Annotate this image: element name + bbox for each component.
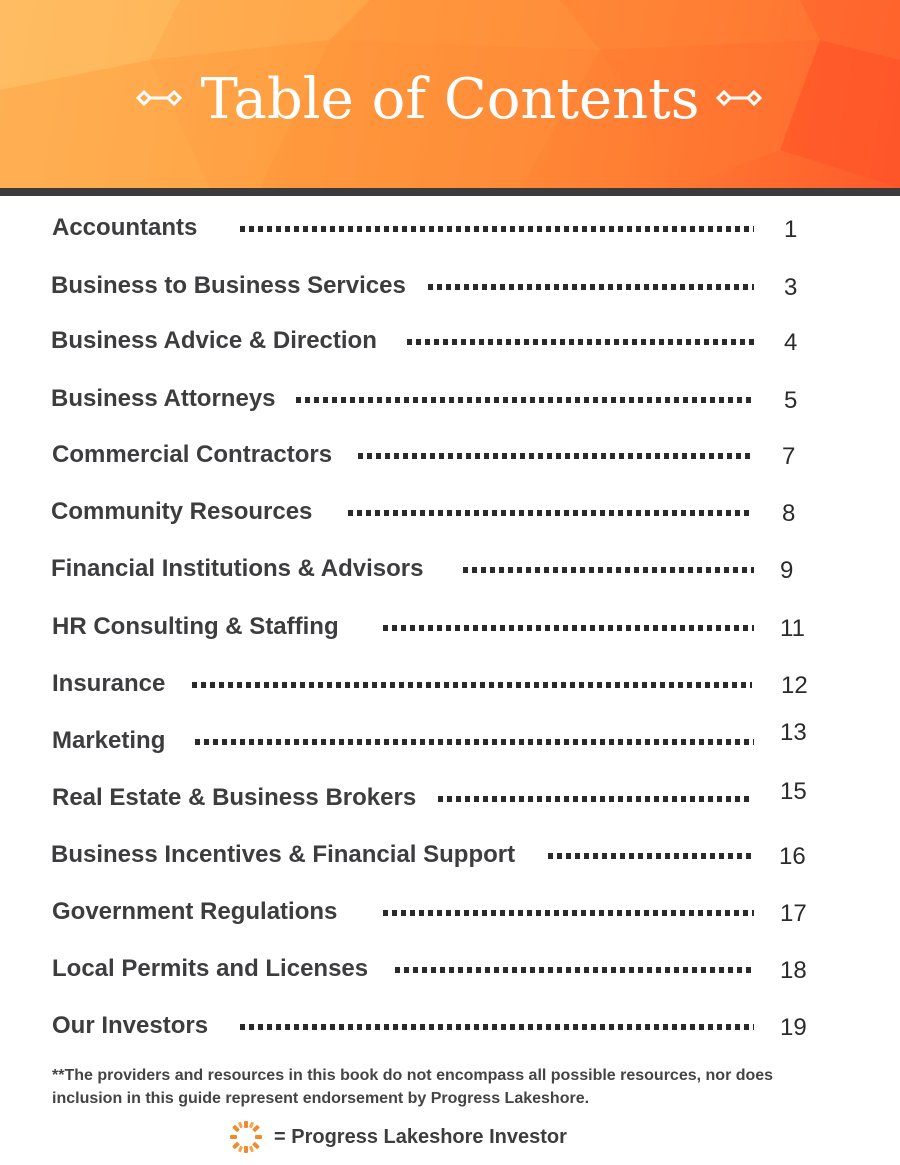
toc-entry-label: Business to Business Services (51, 272, 406, 299)
toc-entry-page: 9 (780, 557, 794, 584)
toc-entry-page: 11 (780, 615, 805, 642)
toc-entry-label: Government Regulations (52, 898, 338, 925)
toc-entry-page: 12 (781, 672, 808, 699)
diamond-link-ornament-icon (716, 88, 762, 108)
toc-entry-label: Financial Institutions & Advisors (51, 555, 424, 582)
dot-leader (428, 284, 754, 290)
toc-entry-page: 19 (780, 1014, 807, 1041)
progress-lakeshore-sun-logo-icon (228, 1120, 264, 1154)
toc-entry[interactable] (0, 949, 900, 989)
toc-entry[interactable] (0, 379, 900, 419)
toc-entry-page: 16 (779, 843, 806, 870)
toc-entry[interactable] (0, 892, 900, 932)
toc-entry-page: 7 (782, 443, 796, 470)
toc-entry-page: 8 (782, 500, 796, 527)
disclaimer-note: **The providers and resources in this book do not encompass all possible resources, nor does inclusion in this guide represent endorsement by Progress Lakeshore. (52, 1067, 774, 1107)
toc-entry-page: 18 (780, 957, 807, 984)
toc-entry-label: Real Estate & Business Brokers (52, 784, 417, 811)
toc-entry-page: 4 (784, 329, 798, 356)
toc-entry[interactable] (0, 778, 900, 818)
dot-leader (383, 910, 754, 916)
toc-entry-page: 13 (780, 719, 807, 746)
toc-entry[interactable] (0, 208, 900, 248)
toc-entry-label: Local Permits and Licenses (52, 955, 369, 982)
toc-entry-label: Insurance (52, 670, 166, 697)
toc-entry-label: Business Advice & Direction (51, 327, 377, 354)
toc-entry[interactable] (0, 492, 900, 532)
toc-entry[interactable] (0, 721, 900, 761)
toc-entry[interactable] (0, 1006, 900, 1046)
toc-entry-label: Community Resources (51, 498, 313, 525)
toc-entry[interactable] (0, 607, 900, 647)
toc-entry[interactable] (0, 664, 900, 704)
toc-entry-page: 15 (780, 778, 807, 805)
toc-entry-label: Business Attorneys (51, 385, 276, 412)
toc-entry-label: HR Consulting & Staffing (52, 613, 339, 640)
toc-entry-page: 17 (780, 900, 807, 927)
toc-entry-page: 5 (784, 387, 798, 414)
dot-leader (240, 1024, 754, 1030)
toc-entry-label: Business Incentives & Financial Support (51, 841, 516, 868)
dot-leader (383, 625, 754, 631)
dot-leader (348, 510, 752, 516)
legend-label: = Progress Lakeshore Investor (274, 1126, 567, 1148)
toc-entry-label: Our Investors (52, 1012, 209, 1039)
page-title: Table of Contents (200, 67, 700, 132)
toc-entry-label: Commercial Contractors (52, 441, 333, 468)
toc-entry-page: 3 (784, 274, 798, 301)
toc-entry[interactable] (0, 435, 900, 475)
dot-leader (463, 567, 754, 573)
toc-entry[interactable] (0, 549, 900, 589)
toc-entry-page: 1 (784, 216, 798, 243)
header-banner (0, 0, 900, 188)
toc-entry[interactable] (0, 266, 900, 306)
toc-entry-label: Marketing (52, 727, 166, 754)
dot-leader (548, 853, 754, 859)
dot-leader (438, 796, 752, 802)
dot-leader (358, 453, 752, 459)
dot-leader (395, 967, 754, 973)
toc-entry[interactable] (0, 321, 900, 361)
dot-leader (195, 739, 754, 745)
dot-leader (240, 226, 754, 232)
dot-leader (296, 397, 754, 403)
dot-leader (192, 682, 752, 688)
header-divider-bar (0, 188, 900, 196)
toc-entry[interactable] (0, 835, 900, 875)
toc-entry-label: Accountants (52, 214, 198, 241)
dot-leader (407, 339, 754, 345)
